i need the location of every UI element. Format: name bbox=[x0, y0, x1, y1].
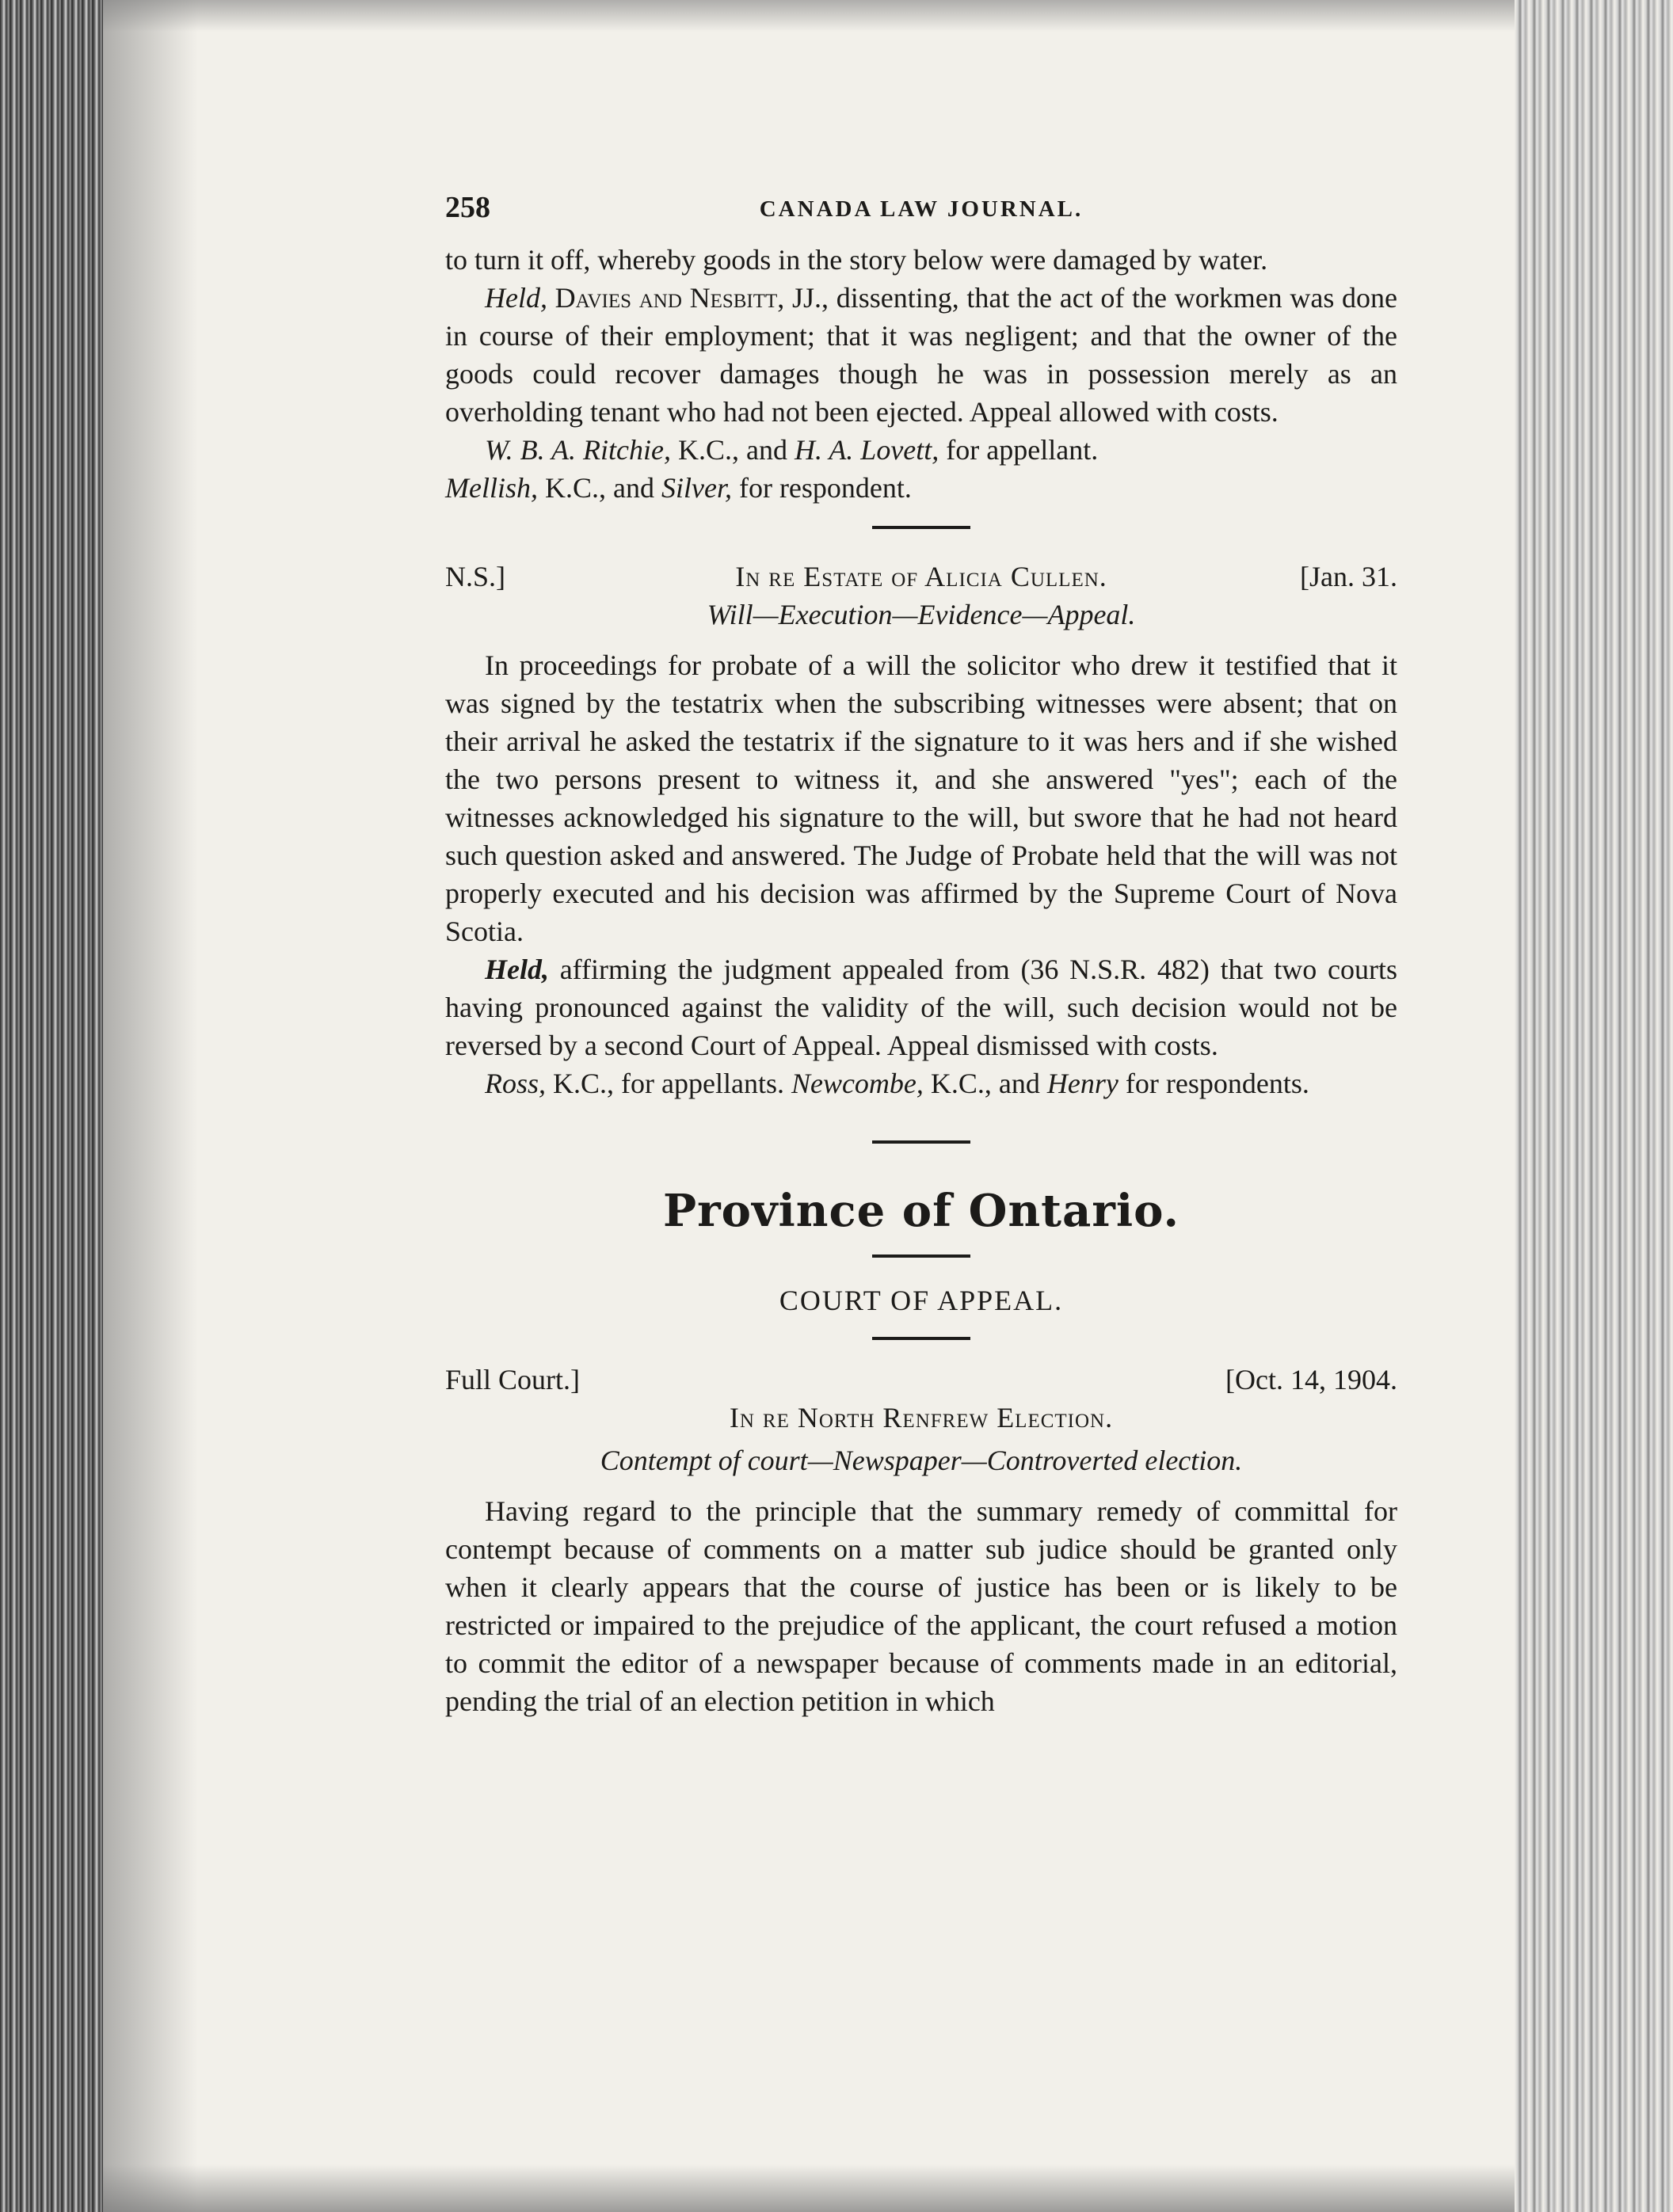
held-text: dissenting, that the act of the workmen was done in course of their employment; that it was negligent; and that the owner of the goods could recover damages though he was in possession merely as an overholding tenant who had not been ejected. Appeal allowed with costs. bbox=[445, 282, 1398, 428]
held-label: Held, bbox=[485, 954, 549, 985]
case-title: In re North Renfrew Election. bbox=[729, 1402, 1114, 1433]
case-province: N.S.] bbox=[445, 561, 506, 592]
case-body: In proceedings for probate of a will the solicitor who drew it testified that it was signed by the testatrix when the subscribing witnesses were absent; that on their arrival he asked the testatrix if the signature to it was hers and if she wished the two persons present to witness it, and she answered "yes"; each of the witnesses acknowledged his signature to the will, but swore that he had not heard such question asked and answered. The Judge of Probate held that the will was not properly executed and his decision was affirmed by the Supreme Court of Nova Scotia. bbox=[445, 649, 1397, 947]
court-heading: COURT OF APPEAL. bbox=[779, 1285, 1064, 1316]
case-date: [Jan. 31. bbox=[1300, 561, 1397, 592]
counsel-name: Henry bbox=[1046, 1068, 1119, 1099]
counsel-role: for respondent. bbox=[738, 472, 912, 504]
case-body: Having regard to the principle that the summary remedy of committal for contempt because of comments on a matter sub judice should be granted only when it clearly appears that the course of justice has been or is likely to be restricted or impaired to the prejudice of the applicant, the court refused a motion to commit the editor of a newspaper because of comments made in an editorial, pending the trial of an election petition in which bbox=[445, 1495, 1397, 1717]
counsel-appellant-line bbox=[445, 431, 1397, 469]
counsel-role: for respondents. bbox=[1125, 1068, 1309, 1099]
counsel-name: W. B. A. Ritchie, bbox=[485, 434, 671, 466]
counsel-kc: K.C., and bbox=[677, 434, 787, 466]
counsel-role: for appellant. bbox=[946, 434, 1099, 466]
case-caption bbox=[445, 1361, 1397, 1399]
case-court: Full Court.] bbox=[445, 1364, 581, 1395]
case-headnote: Contempt of court—Newspaper—Controverted election. bbox=[600, 1445, 1243, 1476]
section-divider bbox=[872, 526, 970, 529]
page-top-edge bbox=[103, 0, 1515, 32]
case-caption bbox=[445, 558, 1397, 596]
case-date: [Oct. 14, 1904. bbox=[1225, 1364, 1397, 1395]
previous-case-held bbox=[445, 279, 1397, 431]
counsel-role: K.C., for appellants. bbox=[553, 1068, 784, 1099]
section-divider bbox=[872, 1337, 970, 1340]
held-label: Held, bbox=[485, 282, 547, 314]
page-number: 258 bbox=[445, 191, 490, 224]
case-headnote: Will—Execution—Evidence—Appeal. bbox=[707, 599, 1136, 630]
counsel-respondent-line bbox=[445, 469, 1397, 507]
counsel-kc: K.C., and bbox=[930, 1068, 1040, 1099]
province-heading: Province of Ontario. bbox=[663, 1185, 1179, 1237]
counsel-name: Ross, bbox=[485, 1068, 547, 1099]
counsel-name: H. A. Lovett, bbox=[794, 434, 939, 466]
counsel-kc: K.C., and bbox=[544, 472, 654, 504]
page-bottom-edge bbox=[103, 2164, 1515, 2212]
gutter-shadow bbox=[103, 0, 198, 2212]
case-title: In re Estate of Alicia Cullen. bbox=[735, 561, 1107, 592]
case-held bbox=[445, 950, 1397, 1064]
journal-title: CANADA LAW JOURNAL. bbox=[759, 196, 1084, 222]
counsel-name: Silver, bbox=[661, 472, 732, 504]
previous-case-continuation: to turn it off, whereby goods in the story below were damaged by water. bbox=[445, 244, 1268, 276]
journal-page bbox=[445, 188, 1397, 1720]
section-divider bbox=[872, 1140, 970, 1144]
section-divider bbox=[872, 1254, 970, 1258]
running-head bbox=[445, 188, 1397, 230]
counsel-line bbox=[445, 1064, 1397, 1102]
book-binding-gutter bbox=[0, 0, 103, 2212]
counsel-name: Mellish, bbox=[445, 472, 538, 504]
held-text: affirming the judgment appealed from (36 N.S.R. 482) that two courts having pronounced against the validity of the will, such decision would not be reversed by a second Court of Appeal. Appeal dismissed with costs. bbox=[445, 954, 1397, 1061]
counsel-name: Newcombe, bbox=[791, 1068, 924, 1099]
held-judges: Davies and Nesbitt, JJ., bbox=[554, 282, 829, 314]
page-edge-right bbox=[1515, 0, 1673, 2212]
